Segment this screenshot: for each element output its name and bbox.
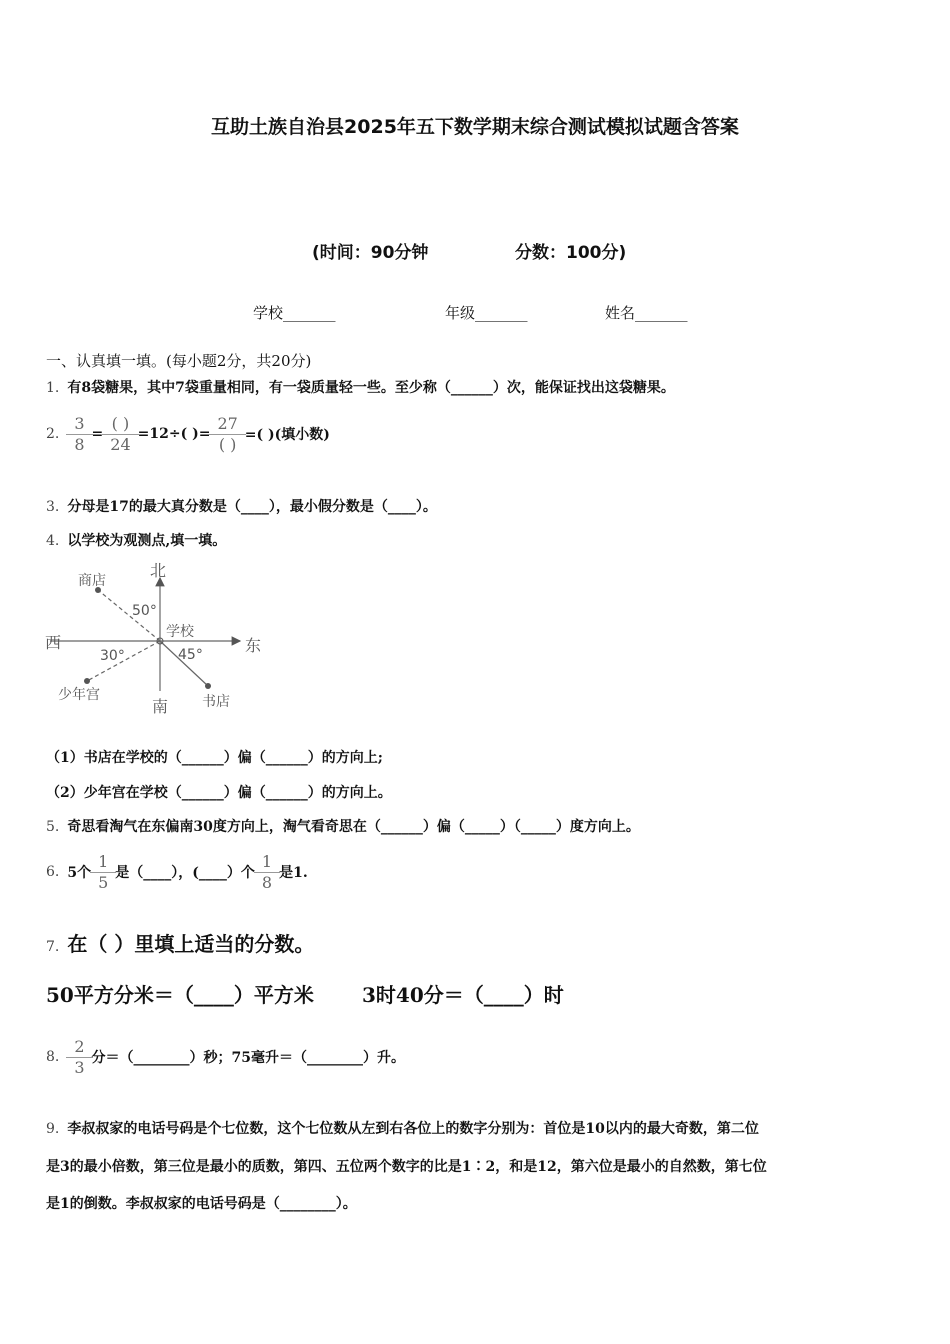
fraction: $\frac{27}{( )}$	[213, 414, 241, 455]
expression-text: =12÷( )=	[137, 426, 211, 442]
question-6	[46, 848, 308, 896]
question-number: 6.	[46, 864, 60, 880]
question-number: 7.	[46, 939, 60, 955]
question-7	[46, 928, 314, 957]
fraction: $\frac{( )}{24}$	[106, 414, 134, 455]
question-text: 在（ ）里填上适当的分数。	[67, 932, 315, 956]
angle-50: 50°	[132, 603, 157, 619]
question-number: 8.	[46, 1049, 60, 1065]
question-9	[46, 1118, 759, 1138]
grade-field: 年级_______	[445, 304, 528, 322]
question-4-part-1: （1）书店在学校的（______）偏（______）的方向上;	[46, 750, 383, 766]
question-number: 3.	[46, 499, 60, 515]
question-7-time: 3时40分＝（____）时	[362, 983, 564, 1007]
question-7-area: 50平方分米＝（____）平方米	[46, 983, 314, 1007]
label-east: 东	[245, 636, 262, 655]
palace-point	[84, 678, 90, 684]
question-5	[46, 816, 640, 836]
question-9-line-2: 是3的最小倍数，第三位是最小的质数，第四、五位两个数字的比是1∶2，和是12，第六位是最小的自然数，第七位	[46, 1159, 767, 1175]
question-number: 1.	[46, 380, 60, 396]
fraction: $\frac{3}{8}$	[70, 414, 88, 455]
question-8	[46, 1033, 405, 1081]
question-text: 有8袋糖果，其中7袋重量相同，有一袋质量轻一些。至少称（______）次，能保证找出这袋糖果。	[67, 380, 675, 396]
question-text: 分＝（________）秒；75毫升＝（________）升。	[91, 1050, 406, 1066]
school-field: 学校_______	[253, 304, 336, 322]
question-4	[46, 530, 226, 550]
label-school: 学校	[166, 624, 194, 640]
label-palace: 少年宫	[58, 687, 100, 703]
question-text-line-1: 李叔叔家的电话号码是个七位数，这个七位数从左到右各位上的数字分别为：首位是10以内的最大奇数，第二位	[67, 1121, 759, 1137]
question-4-part-2: （2）少年宫在学校（______）偏（______）的方向上。	[46, 785, 392, 801]
direction-diagram	[40, 556, 280, 721]
question-2	[46, 410, 330, 458]
name-field: 姓名_______	[605, 304, 688, 322]
question-3	[46, 496, 437, 516]
question-text: 分母是17的最大真分数是（____），最小假分数是（____）。	[67, 499, 437, 515]
label-west: 西	[45, 633, 62, 652]
label-north: 北	[150, 561, 167, 580]
bookstore-point	[205, 683, 211, 689]
question-9-line-3: 是1的倒数。李叔叔家的电话号码是（________）。	[46, 1196, 357, 1212]
exam-score: 分数：100分)	[515, 243, 627, 263]
angle-30: 30°	[100, 648, 125, 664]
question-number: 4.	[46, 533, 60, 549]
question-number: 2.	[46, 426, 60, 442]
question-text: 奇思看淘气在东偏南30度方向上，淘气看奇思在（______）偏（_____）（_____）度方向上。	[67, 819, 640, 835]
equals-sign: =	[91, 426, 104, 442]
fraction: $\frac{2}{3}$	[70, 1037, 88, 1078]
question-number: 5.	[46, 819, 60, 835]
question-text: 是（____），(____）个	[115, 865, 255, 881]
question-text: 以学校为观测点,填一填。	[67, 533, 227, 549]
angle-45: 45°	[178, 647, 203, 663]
question-text: 5个	[67, 865, 92, 881]
question-text: 是1.	[279, 865, 308, 881]
fraction: $\frac{1}{5}$	[94, 852, 112, 893]
exam-time: (时间：90分钟	[312, 243, 429, 263]
label-bookstore: 书店	[202, 694, 230, 710]
label-shop: 商店	[78, 573, 106, 589]
fraction: $\frac{1}{8}$	[258, 852, 276, 893]
section-heading: 一、认真填一填。(每小题2分，共20分)	[46, 352, 312, 370]
question-1	[46, 377, 675, 397]
label-south: 南	[152, 697, 169, 716]
question-number: 9.	[46, 1121, 60, 1137]
document-title: 互助土族自治县2025年五下数学期末综合测试模拟试题含答案	[211, 116, 739, 138]
expression-text: =( )(填小数)	[244, 427, 330, 443]
